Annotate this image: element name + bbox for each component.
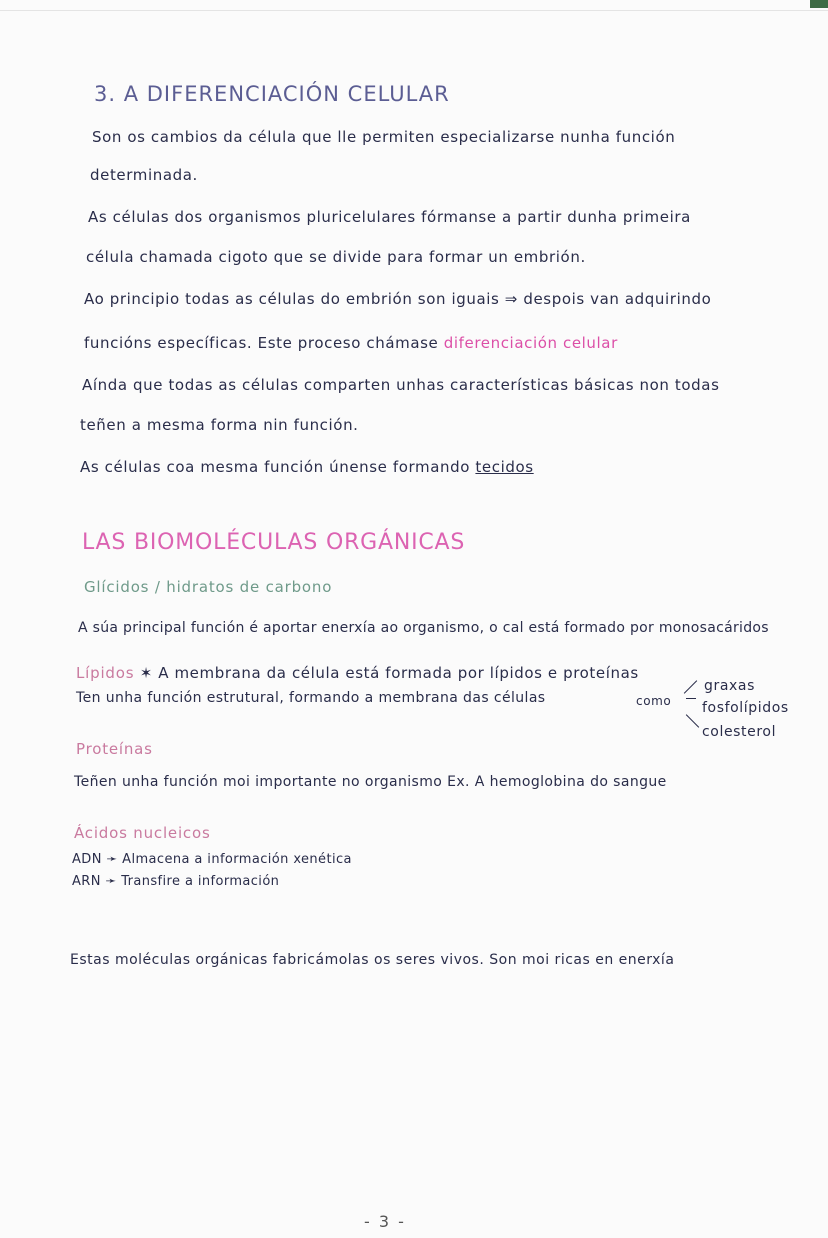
adn-line: ADN ➛ Almacena a información xenética xyxy=(72,852,352,867)
top-rule xyxy=(0,10,828,11)
proteins-text: Teñen unha función moi importante no organismo Ex. A hemoglobina do sangue xyxy=(74,774,667,790)
lipids-text: ✶ A membrana da célula está formada por lípidos e proteínas xyxy=(139,664,639,682)
paragraph-line: determinada. xyxy=(90,166,198,184)
paragraph-line: Ao principio todas as células do embrión son iguais ⇒ despois van adquirindo xyxy=(84,290,712,308)
highlight-term: diferenciación celular xyxy=(443,334,618,352)
corner-mark xyxy=(810,0,828,8)
page-number: - 3 - xyxy=(364,1212,406,1231)
lipid-type: graxas xyxy=(704,678,755,694)
branch-stroke xyxy=(686,698,696,699)
paragraph-line: célula chamada cigoto que se divide para formar un embrión. xyxy=(86,248,586,266)
paragraph-line: teñen a mesma forma nin función. xyxy=(80,416,359,434)
paragraph-text: As células coa mesma función únense formando xyxy=(80,458,476,476)
biomolecules-title: LAS BIOMOLÉCULAS ORGÁNICAS xyxy=(82,530,466,555)
lipid-type: colesterol xyxy=(702,724,777,740)
glucids-text: A súa principal función é aportar enerxía ao organismo, o cal está formado por monosacáridos xyxy=(78,620,769,636)
underlined-term: tecidos xyxy=(475,458,534,476)
paragraph-line: As células dos organismos pluricelulares fórmanse a partir dunha primeira xyxy=(88,208,691,226)
section-title: 3. A DIFERENCIACIÓN CELULAR xyxy=(94,82,450,106)
glucids-heading: Glícidos / hidratos de carbono xyxy=(84,578,333,596)
paragraph-line: Son os cambios da célula que lle permiten especializarse nunha función xyxy=(92,128,676,146)
arn-line: ARN ➛ Transfire a información xyxy=(72,874,280,889)
lipids-text-2: Ten unha función estrutural, formando a membrana das células xyxy=(76,690,546,706)
lipids-como: como xyxy=(636,694,672,708)
branch-stroke xyxy=(684,680,697,693)
paragraph-text: funcións específicas. Este proceso chámase xyxy=(84,334,444,352)
closing-text: Estas moléculas orgánicas fabricámolas os seres vivos. Son moi ricas en enerxía xyxy=(70,952,675,968)
paragraph-line: Aínda que todas as células comparten unhas características básicas non todas xyxy=(82,376,720,394)
lipid-type: fosfolípidos xyxy=(702,700,789,716)
lipids-line xyxy=(76,664,639,682)
nucleic-heading: Ácidos nucleicos xyxy=(74,824,211,842)
proteins-heading: Proteínas xyxy=(76,740,153,758)
branch-stroke xyxy=(686,714,699,727)
paragraph-line xyxy=(80,458,534,476)
paragraph-line xyxy=(84,334,618,352)
lipids-heading: Lípidos xyxy=(76,664,135,682)
